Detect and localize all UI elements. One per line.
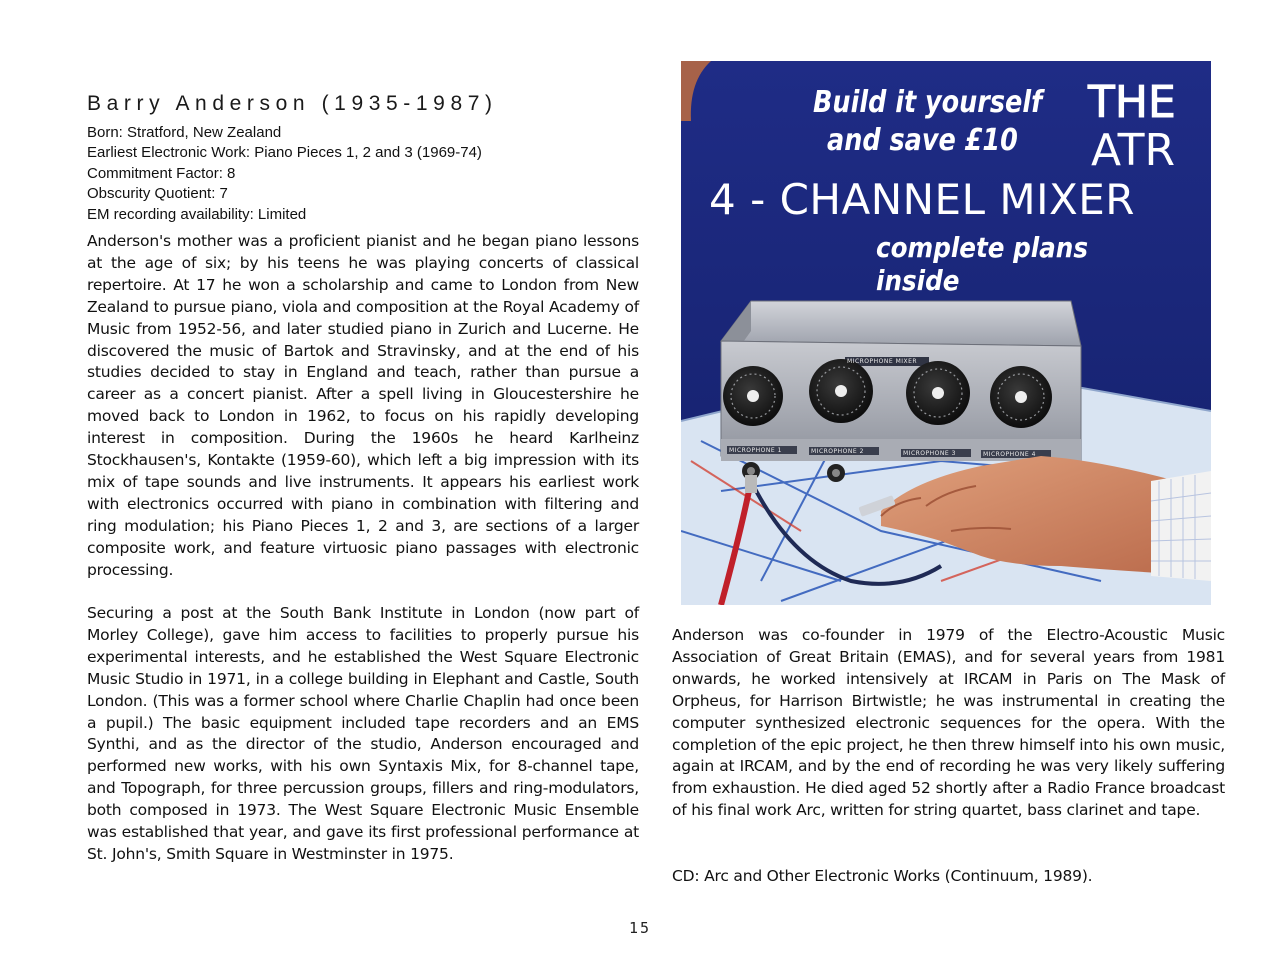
- cover-the: THE: [1088, 77, 1176, 128]
- fact-obscurity: Obscurity Quotient: 7: [87, 185, 228, 203]
- fact-commitment: Commitment Factor: 8: [87, 164, 236, 182]
- paragraph-emas-ircam: Anderson was co-founder in 1979 of the Electro-Acoustic Music Association of Great Britain (EMAS), and for several years from 1981 onwards, he worked intensively at IRCAM in Paris on The Mask of Orpheus, for Harrison Birtwistle; he was instrumental in creating the computer synthesized electronic sequences for the opera. With the completion of the epic project, he then threw himself into his own music, again at IRCAM, and by the end of recording he was very likely suffering from exhaustion. He died aged 52 shortly after a Radio France broadcast of his final work Arc, written for string quartet, bass clarinet and tape.: [672, 626, 1225, 820]
- panel-title-label: MICROPHONE MIXER: [847, 358, 918, 365]
- cover-line-build: Build it yourself: [813, 85, 1043, 120]
- cover-mixer-title: 4 - CHANNEL MIXER: [709, 175, 1135, 224]
- cover-plans-line: complete plans inside: [876, 231, 1088, 297]
- jack-label-3: MICROPHONE 3: [903, 450, 956, 457]
- jack-label-4: MICROPHONE 4: [983, 451, 1036, 458]
- cover-headline: [681, 61, 1211, 605]
- magazine-cover-image: [681, 61, 1211, 605]
- cover-atr: ATR: [1091, 125, 1176, 176]
- cd-reference: CD: Arc and Other Electronic Works (Continuum, 1989).: [672, 867, 1093, 885]
- fact-earliest-work: Earliest Electronic Work: Piano Pieces 1, 2 and 3 (1969-74): [87, 144, 482, 162]
- page-number: 15: [628, 919, 652, 937]
- jack-label-1: MICROPHONE 1: [729, 447, 782, 454]
- fact-born: Born: Stratford, New Zealand: [87, 124, 282, 141]
- paragraph-early-life: Anderson's mother was a proficient pianist and he began piano lessons at the age of six; by his teens he was playing concerts of classical repertoire. At 17 he won a scholarship and came to London from New Zealand to pursue piano, viola and composition at the Royal Academy of Music from 1952-56, and later studied piano in Zurich and Lucerne. He discovered the music of Bartok and Stravinsky, and at the end of his studies decided to stay in England and teach, rather than pursue a career as a concert pianist. After a spell living in Gloucestershire he moved back to London in 1962, to focus on his rapidly developing interest in composition. During the 1960s he heard Karlheinz Stockhausen's, Kontakte (1959-60), which left a big impression with its mix of tape sounds and live instruments. It appears his earliest work with electronics occurred with piano in combination with filtering and ring modulation; his Piano Pieces 1, 2 and 3, are sections of a larger composite work, and feature virtuosic piano passages with electronic processing.: [87, 232, 639, 579]
- cover-line-save: and save £10: [827, 123, 1018, 158]
- article-title: Barry Anderson (1935-1987): [87, 92, 498, 115]
- jack-label-2: MICROPHONE 2: [811, 448, 864, 455]
- facts-list: [87, 123, 647, 225]
- paragraph-west-square: Securing a post at the South Bank Institute in London (now part of Morley College), gave him access to facilities to properly pursue his experimental interests, and he established the West Square Electronic Music Studio in 1971, in a college building in Elephant and Castle, South London. (This was a former school where Charlie Chaplin had once been a pupil.) The basic equipment included tape recorders and an EMS Synthi, and as the director of the studio, Anderson encouraged and performed new works, with his own Syntaxis Mix, for 8-channel tape, and Topograph, for three percussion groups, fillers and ring-modulators, both composed in 1973. The West Square Electronic Music Ensemble was established that year, and gave its first professional performance at St. John's, Smith Square in Westminster in 1975.: [87, 604, 639, 863]
- fact-availability: EM recording availability: Limited: [87, 205, 307, 223]
